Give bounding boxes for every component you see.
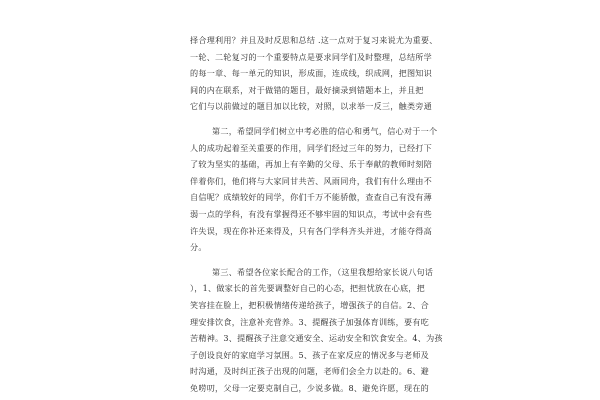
text-line: 人的成功起着至关重要的作用，同学们经过三年的努力，已经打下	[190, 142, 432, 153]
text-line: 间的内在联系，对于做错的题目，最好摘录到错题本上，并且把	[190, 84, 424, 95]
text-line: 第三、希望各位家长配合的工作，（这里我想给家长说八句话	[212, 266, 434, 277]
text-line: 择合理利用？并且及时反思和总结 .这一点对于复习来说尤为重要、	[190, 35, 438, 45]
document-body	[190, 32, 443, 396]
text-line: 笑容挂在脸上，把积极情绪传递给孩子，增强孩子的自信。2、合	[190, 299, 430, 310]
paragraph-gap	[190, 256, 416, 264]
text-line: 第二，希望同学们树立中考必胜的信心和勇气，信心对于一个	[212, 125, 438, 136]
paragraph-3	[190, 264, 443, 397]
text-line: 弱一点的学科，有没有掌握得还不够牢固的知识点，考试中会有些	[190, 208, 432, 219]
text-line: 伴着你们，他们将与大家同甘共苦、风雨同舟，我们有什么理由不	[190, 175, 432, 186]
text-line: 许失误，现在你补还来得及，只有各门学科齐头并进，才能夺得高	[190, 225, 432, 236]
text-line: 的每一章、每一单元的知识，形成面，连成线，织成网，把图知识	[190, 68, 432, 79]
text-line: 一轮、二轮复习的一个重要特点是要求同学们及时整理，总结所学	[190, 51, 432, 62]
text-line: 子创设良好的家庭学习氛围。5、孩子在家反应的情况多与老师及	[190, 349, 430, 360]
text-line: 自信呢？成绩较好的同学，你们千万不能骄傲，查查自己有没有薄	[190, 192, 432, 203]
text-line: 免唠叨，父母一定要克制自己，少说多做。8、避免许愿，现在的	[190, 382, 430, 393]
text-line: 了较为坚实的基础，再加上有辛勤的父母、乐于奉献的教师时刻陪	[190, 159, 432, 170]
text-line: 理安排饮食，注意补充营养。3、提醒孩子加强体育训练，要有吃	[190, 316, 430, 327]
text-line: ），1、做家长的首先要调整好自己的心态，把担忧放在心底，把	[190, 283, 425, 294]
paragraph-gap	[190, 115, 416, 123]
text-line: 时沟通，及时纠正孩子出现的问题，老师们会全力以赴的。6、避	[190, 366, 430, 377]
text-line: 分。	[190, 242, 207, 253]
paragraph-2	[190, 123, 438, 256]
text-line: 它们与以前做过的题目加以比较，对照，以求举一反三，触类旁通	[190, 101, 432, 112]
paragraph-1	[190, 32, 438, 115]
text-line: 苦精神。3、提醒孩子注意交通安全、运动安全和饮食安全。4、为孩	[190, 333, 443, 344]
